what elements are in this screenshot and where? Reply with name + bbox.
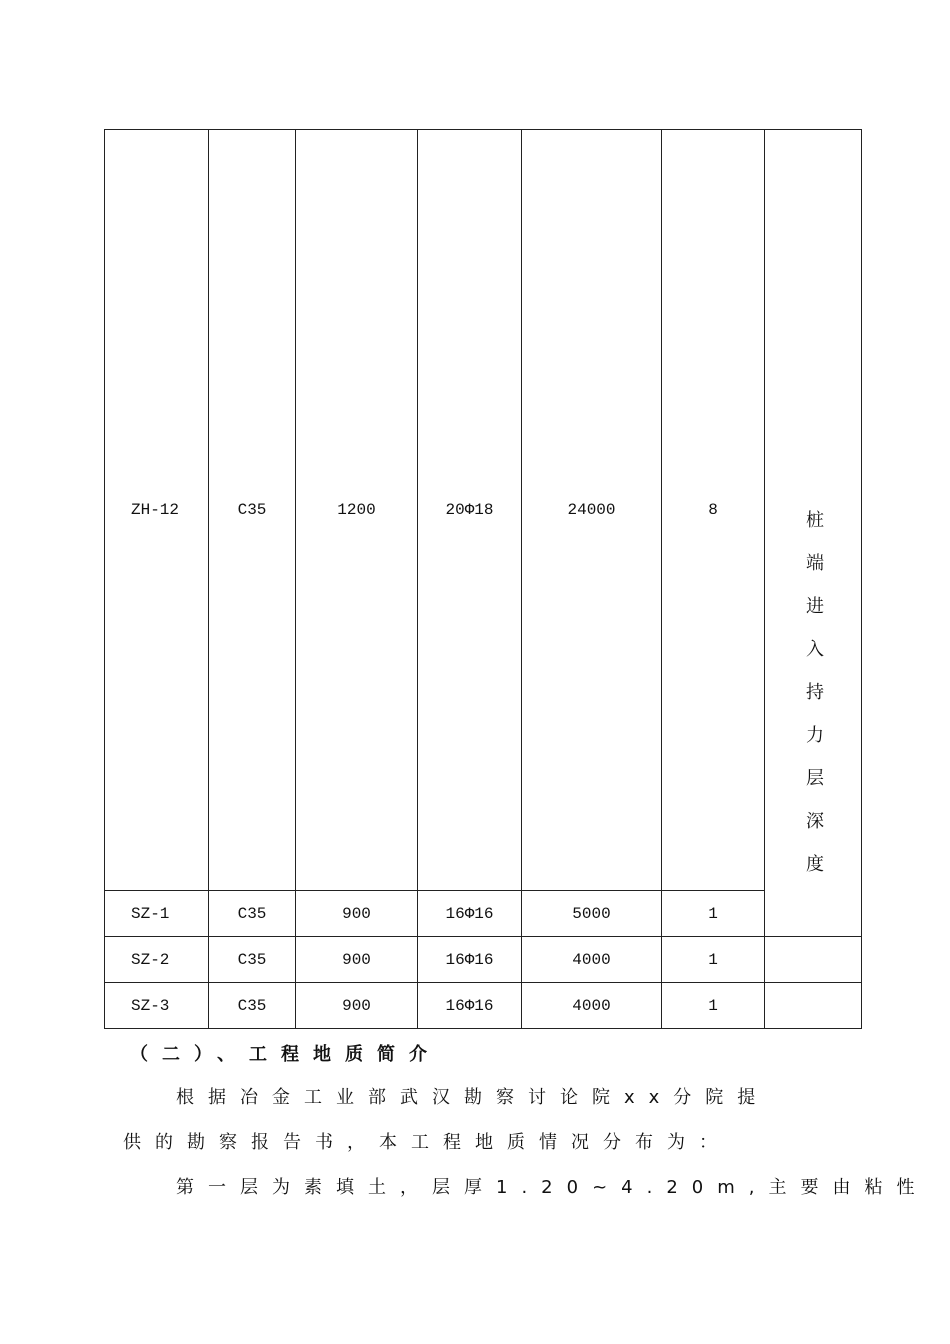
pile-length: 24000	[522, 130, 662, 891]
section-title: （二）、工程地质简介	[130, 1044, 441, 1065]
paragraph-line: 供的勘察报告书，本工程地质情况分布为：	[123, 1132, 731, 1153]
paragraph-line: 根据冶金工业部武汉勘察讨论院xx分院提	[176, 1087, 770, 1108]
rebar-spec: 20Φ18	[418, 130, 522, 891]
pile-id: SZ-3	[105, 983, 209, 1029]
pile-diameter: 900	[296, 937, 418, 983]
rebar-spec: 16Φ16	[418, 937, 522, 983]
table-row	[105, 130, 862, 891]
pile-count: 1	[662, 937, 765, 983]
concrete-grade: C35	[209, 983, 296, 1029]
empty-cell	[765, 937, 862, 983]
bearing-depth-note: 桩端进入持力层深度	[803, 510, 824, 897]
pile-count: 1	[662, 983, 765, 1029]
pile-length: 4000	[522, 937, 662, 983]
rebar-spec: 16Φ16	[418, 891, 522, 937]
concrete-grade: C35	[209, 130, 296, 891]
pile-id: SZ-2	[105, 937, 209, 983]
pile-diameter: 900	[296, 891, 418, 937]
pile-table	[104, 129, 862, 1029]
pile-id: SZ-1	[105, 891, 209, 937]
note-cell	[765, 130, 862, 937]
pile-id: ZH-12	[105, 130, 209, 891]
concrete-grade: C35	[209, 891, 296, 937]
pile-length: 5000	[522, 891, 662, 937]
table-row	[105, 937, 862, 983]
pile-count: 1	[662, 891, 765, 937]
pile-length: 4000	[522, 983, 662, 1029]
rebar-spec: 16Φ16	[418, 983, 522, 1029]
empty-cell	[765, 983, 862, 1029]
concrete-grade: C35	[209, 937, 296, 983]
table-row	[105, 891, 862, 937]
pile-diameter: 1200	[296, 130, 418, 891]
pile-diameter: 900	[296, 983, 418, 1029]
table-row	[105, 983, 862, 1029]
paragraph-line: 第一层为素填土，层厚1.20~4.20m,主要由粘性	[176, 1177, 929, 1198]
pile-count: 8	[662, 130, 765, 891]
